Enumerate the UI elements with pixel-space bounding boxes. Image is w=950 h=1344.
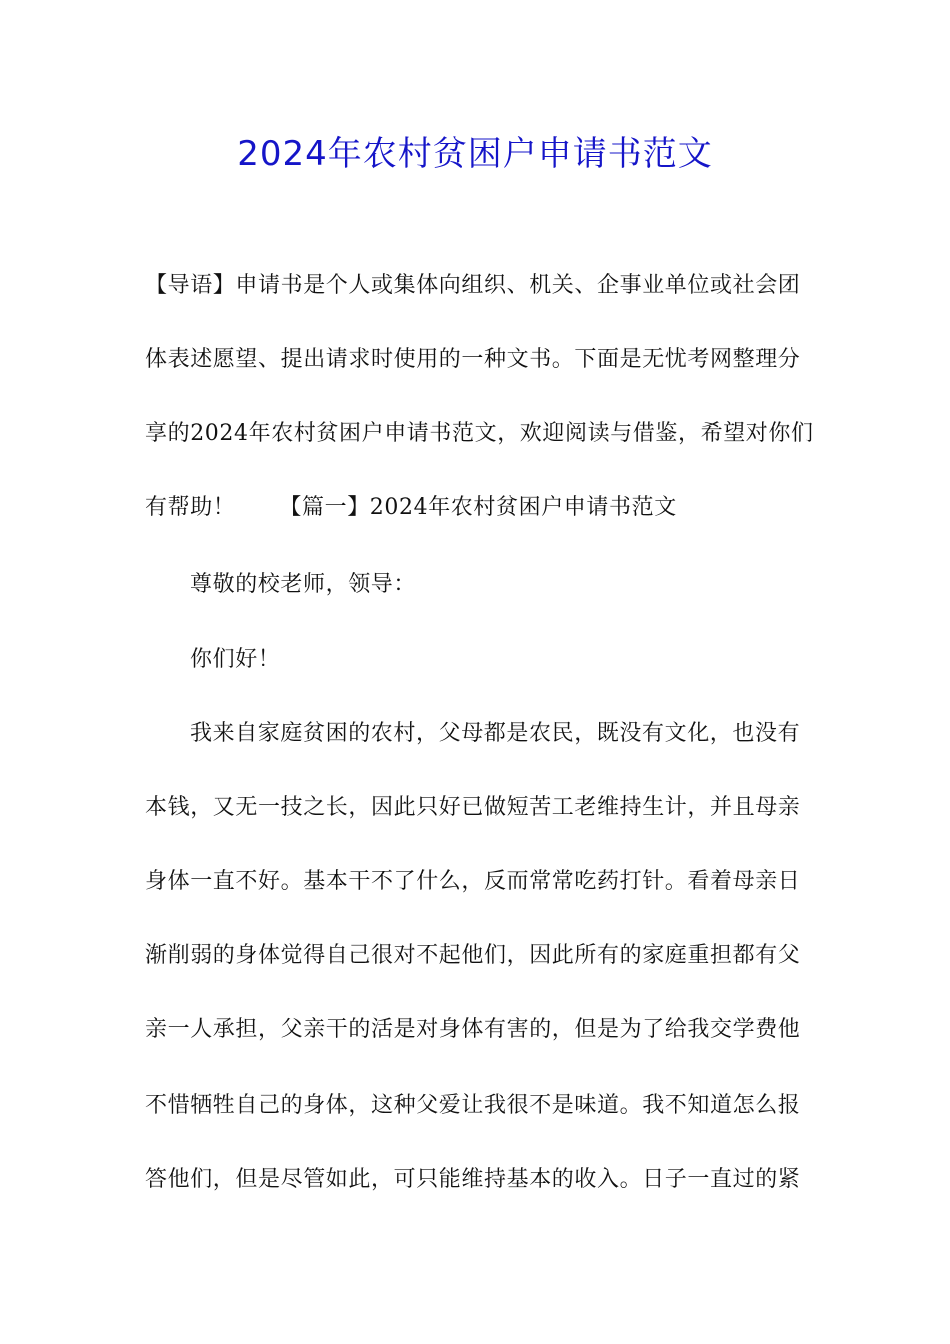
page-title: 2024年农村贫困户申请书范文 <box>237 134 713 174</box>
intro-line-1: 【导语】申请书是个人或集体向组织、机关、企事业单位或社会团 <box>145 273 801 298</box>
body-line-4: 渐削弱的身体觉得自己很对不起他们，因此所有的家庭重担都有父 <box>145 943 801 968</box>
intro-line-2: 体表述愿望、提出请求时使用的一种文书。下面是无忧考网整理分 <box>145 347 801 372</box>
body-line-7: 答他们，但是尽管如此，可只能维持基本的收入。日子一直过的紧 <box>145 1167 801 1192</box>
intro-line-4 <box>145 488 810 528</box>
body-line-1: 我来自家庭贫困的农村，父母都是农民，既没有文化，也没有 <box>190 721 801 746</box>
body-line-2: 本钱，又无一技之长，因此只好已做短苦工老维持生计，并且母亲 <box>145 795 801 820</box>
intro-line-3: 享的2024年农村贫困户申请书范文，欢迎阅读与借鉴，希望对你们 <box>145 421 814 446</box>
intro-closing: 有帮助！ <box>145 495 236 520</box>
body-line-5: 亲一人承担，父亲干的活是对身体有害的，但是为了给我交学费他 <box>145 1017 801 1042</box>
body-line-3: 身体一直不好。基本干不了什么，反而常常吃药打针。看着母亲日 <box>145 869 801 894</box>
section-heading: 【篇一】2024年农村贫困户申请书范文 <box>279 495 677 520</box>
body-line-6: 不惜牺牲自己的身体，这种父爱让我很不是味道。我不知道怎么报 <box>145 1093 801 1118</box>
greeting: 你们好！ <box>190 647 281 672</box>
salutation: 尊敬的校老师，领导： <box>190 572 417 597</box>
